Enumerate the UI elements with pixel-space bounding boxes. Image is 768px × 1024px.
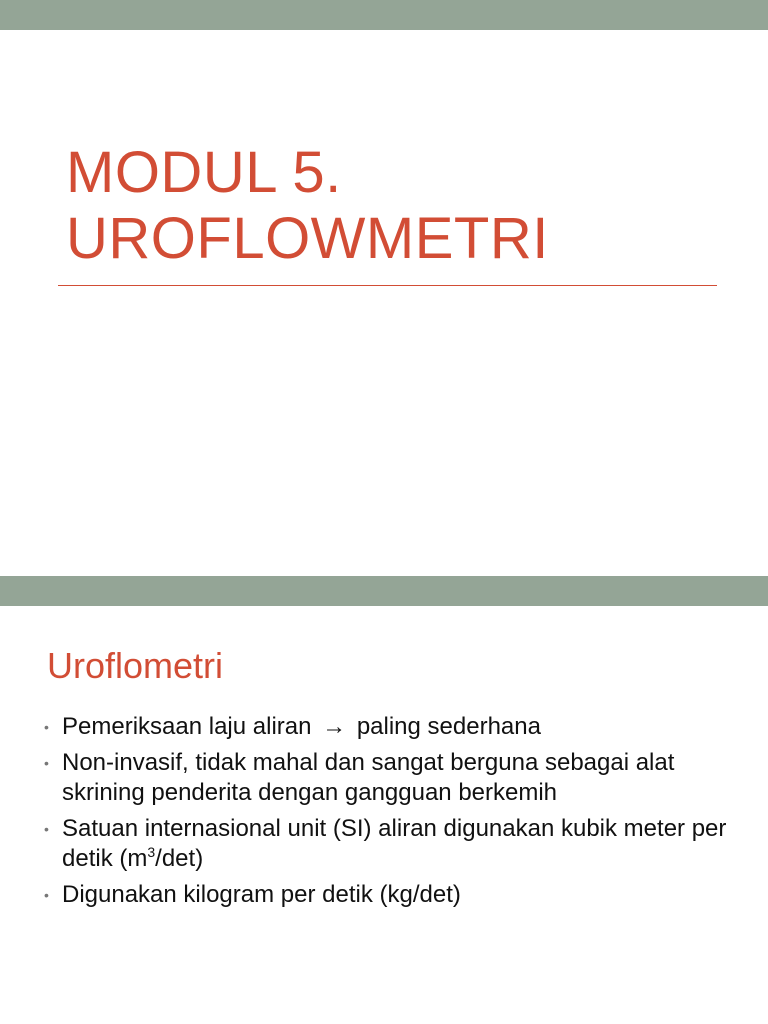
arrow-right-icon: →	[322, 713, 347, 740]
bullet-dot-icon: •	[44, 719, 49, 735]
content-slide	[0, 576, 768, 1024]
bullet-text: Digunakan kilogram per detik (kg/det)	[62, 881, 461, 908]
bullet-text: /det)	[155, 845, 204, 872]
list-item	[44, 712, 744, 742]
bullet-text: Satuan internasional unit (SI) aliran digunakan kubik meter per detik (m	[62, 815, 727, 872]
slide-heading: Uroflometri	[47, 645, 224, 686]
slide-top-bar	[0, 576, 768, 606]
list-item	[44, 880, 744, 910]
title-line-1: MODUL 5.	[66, 140, 342, 205]
list-item	[44, 814, 744, 874]
title-divider	[58, 285, 717, 286]
bullet-text: paling sederhana	[356, 713, 541, 740]
slide-top-bar	[0, 0, 768, 30]
slide-title	[66, 140, 549, 272]
bullet-dot-icon: •	[44, 821, 49, 837]
bullet-dot-icon: •	[44, 755, 49, 771]
bullet-text: Pemeriksaan laju aliran	[62, 713, 312, 740]
bullet-text: Non-invasif, tidak mahal dan sangat berguna sebagai alat skrining penderita dengan gangguan berkemih	[62, 749, 675, 806]
bullet-dot-icon: •	[44, 887, 49, 903]
title-line-2: UROFLOWMETRI	[66, 206, 549, 271]
list-item	[44, 748, 744, 808]
superscript: 3	[147, 844, 156, 860]
bullet-list	[44, 712, 744, 916]
